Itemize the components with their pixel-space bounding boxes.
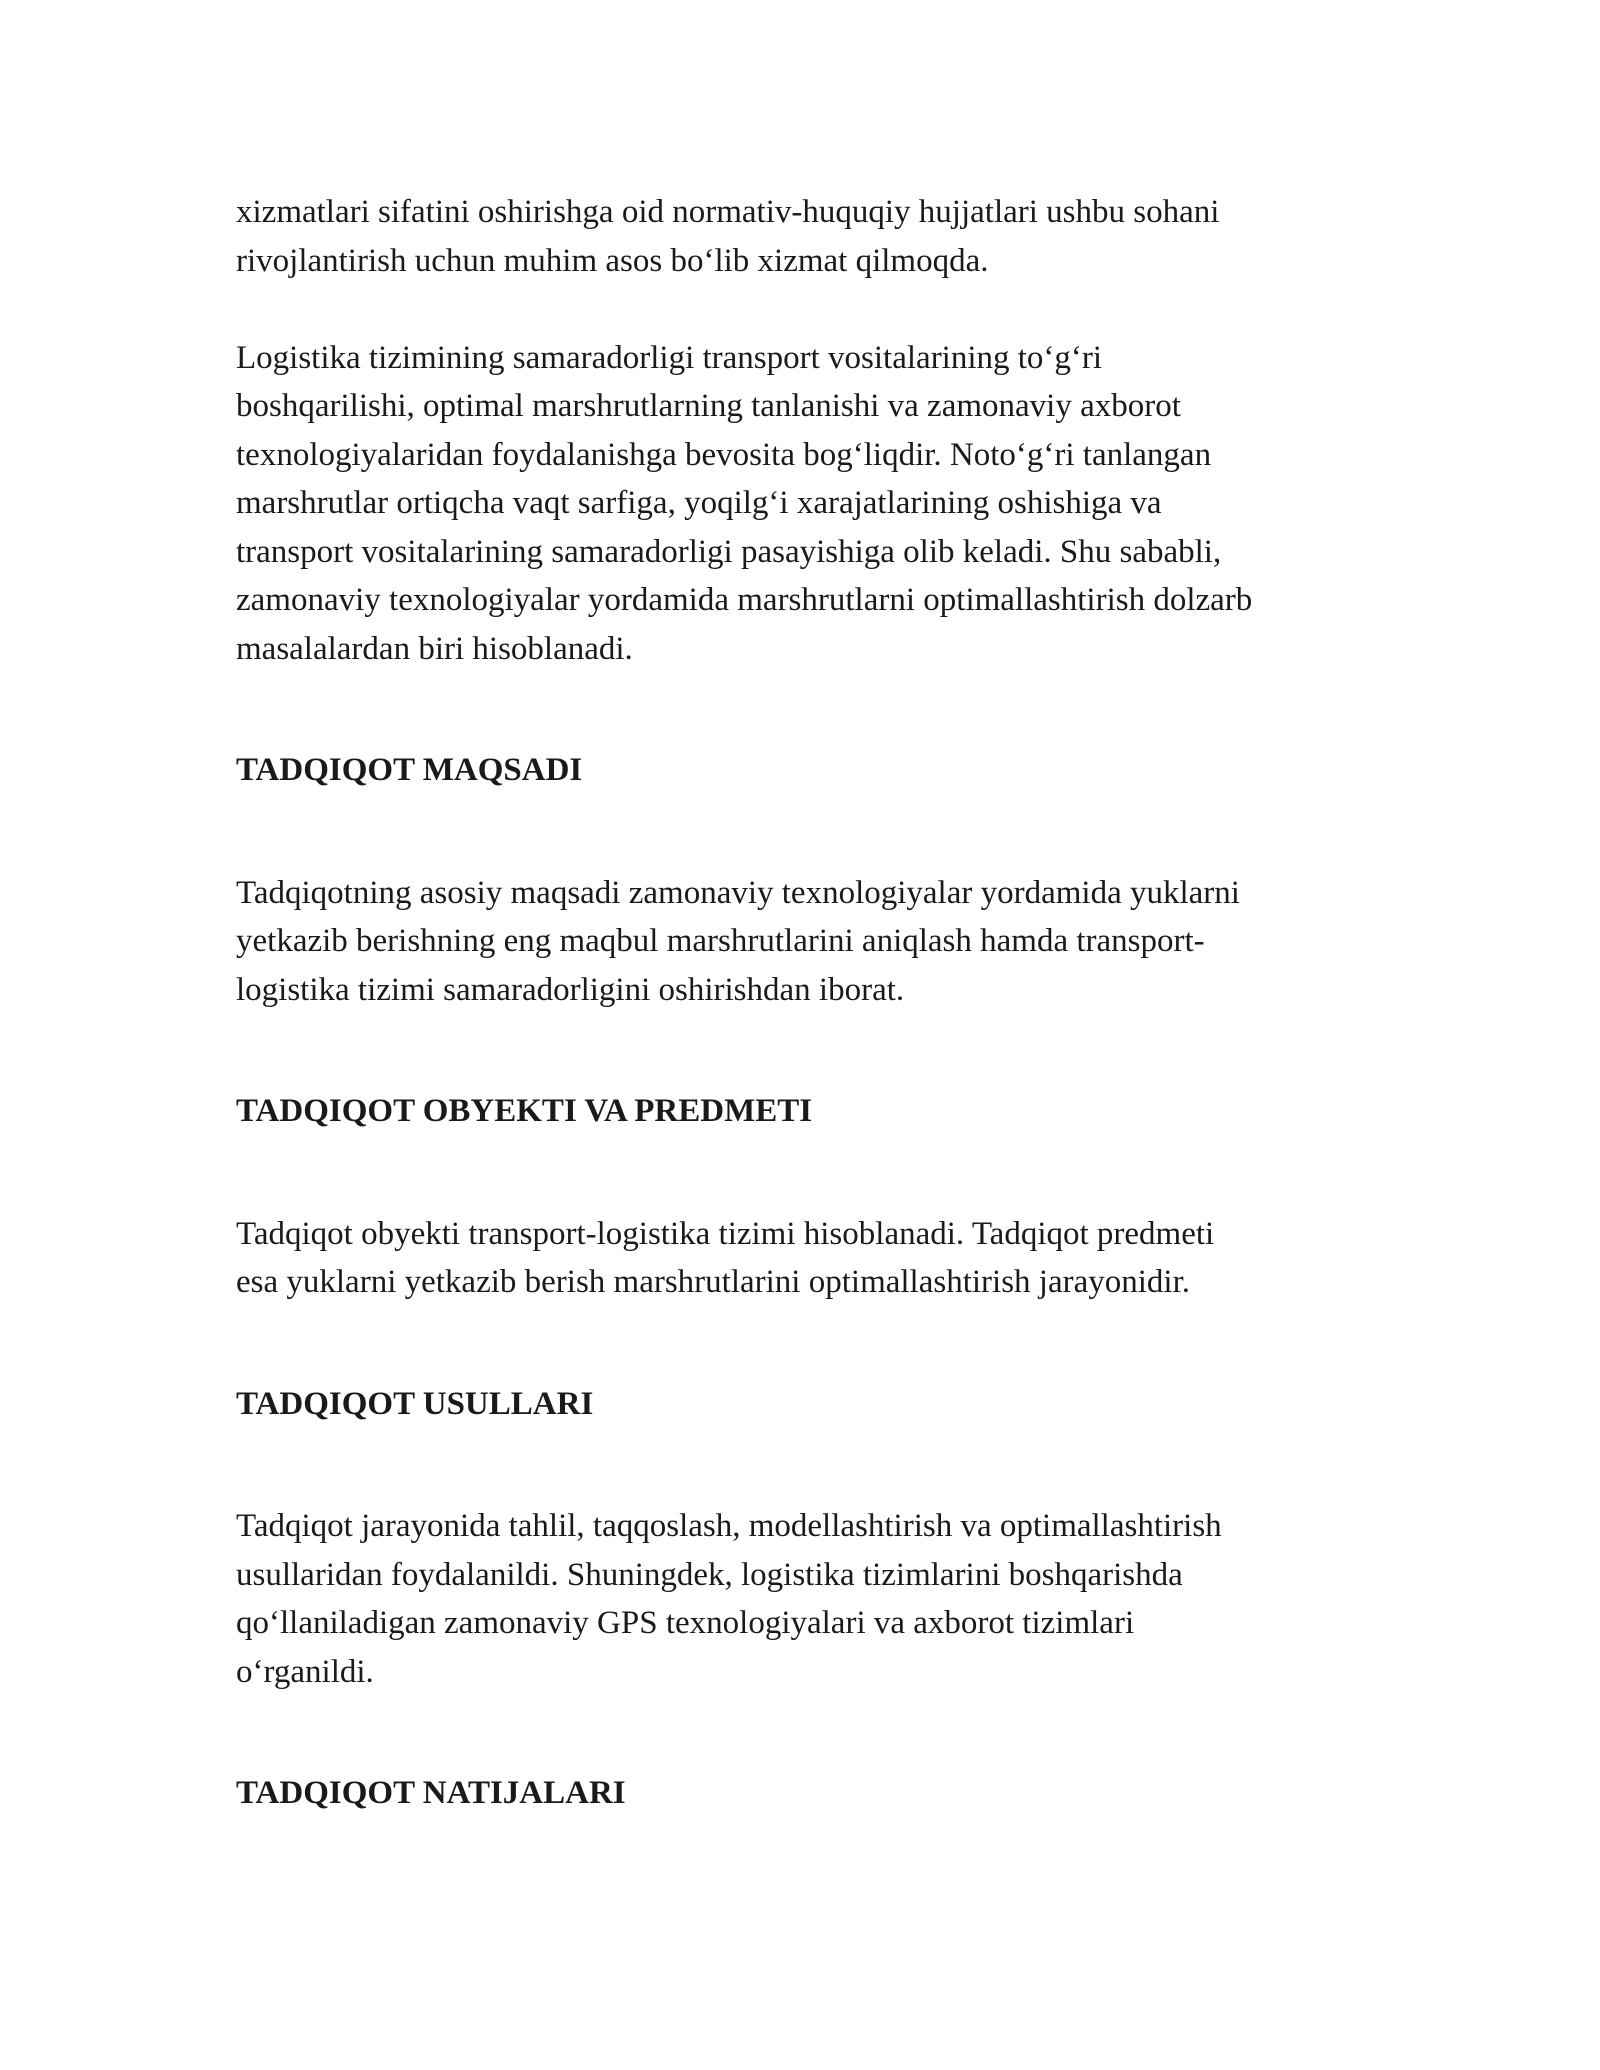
text-line: qo‘llaniladigan zamonaviy GPS texnologiyalari va axborot tizimlari	[236, 1605, 1135, 1641]
text-line: texnologiyalaridan foydalanishga bevosita bog‘liqdir. Noto‘g‘ri tanlangan	[236, 436, 1212, 473]
paragraph-maqsad	[236, 869, 1376, 1015]
section-heading-maqsad: TADQIQOT MAQSADI	[236, 752, 583, 788]
text-line: logistika tizimi samaradorligini oshirishdan iborat.	[236, 971, 905, 1008]
text-line: Tadqiqot jarayonida tahlil, taqqoslash, modellashtirish va optimallashtirish	[236, 1508, 1222, 1544]
text-line: yetkazib berishning eng maqbul marshrutlarini aniqlash hamda transport-	[236, 923, 1205, 959]
text-line: xizmatlari sifatini oshirishga oid normativ-huquqiy hujjatlari ushbu sohani	[236, 194, 1220, 230]
paragraph-usullar	[236, 1502, 1376, 1696]
text-line: rivojlantirish uchun muhim asos bo‘lib xizmat qilmoqda.	[236, 242, 989, 279]
paragraph-obyekt	[236, 1210, 1376, 1307]
paragraph-intro-continuation	[236, 188, 1376, 285]
text-line: marshrutlar ortiqcha vaqt sarfiga, yoqilg‘i xarajatlarining oshishiga va	[236, 485, 1162, 521]
paragraph-logistics-efficiency	[236, 334, 1376, 674]
text-line: boshqarilishi, optimal marshrutlarning tanlanishi va zamonaviy axborot	[236, 388, 1181, 424]
text-line: usullaridan foydalanildi. Shuningdek, logistika tizimlarini boshqarishda	[236, 1556, 1183, 1593]
text-line: masalalardan biri hisoblanadi.	[236, 630, 633, 667]
section-heading-obyekt: TADQIQOT OBYEKTI VA PREDMETI	[236, 1093, 813, 1129]
text-line: Logistika tizimining samaradorligi transport vositalarining to‘g‘ri	[236, 339, 1103, 376]
document-body	[236, 188, 1376, 1818]
text-line: Tadqiqot obyekti transport-logistika tizimi hisoblanadi. Tadqiqot predmeti	[236, 1215, 1215, 1252]
section-heading-natijalar: TADQIQOT NATIJALARI	[236, 1775, 626, 1811]
text-line: esa yuklarni yetkazib berish marshrutlarini optimallashtirish jarayonidir.	[236, 1264, 1191, 1300]
text-line: zamonaviy texnologiyalar yordamida marshrutlarni optimallashtirish dolzarb	[236, 582, 1253, 618]
section-heading-usullar: TADQIQOT USULLARI	[236, 1385, 594, 1422]
text-line: transport vositalarining samaradorligi pasayishiga olib keladi. Shu sababli,	[236, 533, 1222, 570]
text-line: Tadqiqotning asosiy maqsadi zamonaviy texnologiyalar yordamida yuklarni	[236, 874, 1240, 911]
text-line: o‘rganildi.	[236, 1653, 374, 1690]
